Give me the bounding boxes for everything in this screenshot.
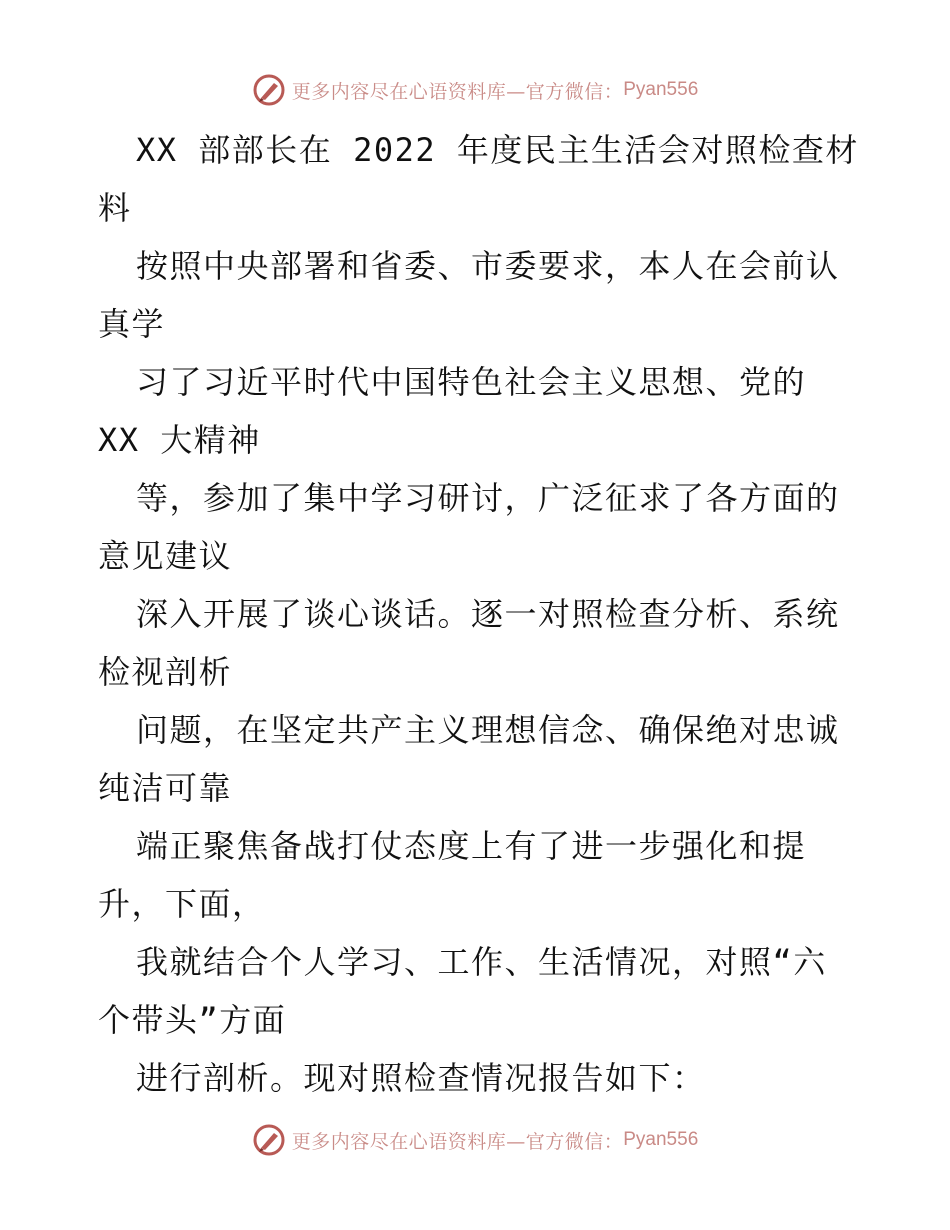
paragraph-line: XX 大精神 bbox=[98, 421, 261, 459]
paragraph-line: 个带头”方面 bbox=[98, 1001, 287, 1039]
paragraph-line: 等，参加了集中学习研讨，广泛征求了各方面的 bbox=[136, 479, 840, 517]
document-body bbox=[98, 121, 858, 1107]
paragraph-line: 真学 bbox=[98, 305, 166, 343]
footer-watermark bbox=[0, 1120, 950, 1160]
paragraph-line: 检视剖析 bbox=[98, 653, 233, 691]
title-line-2: 料 bbox=[98, 189, 132, 227]
title-line-1: XX 部部长在 2022 年度民主生活会对照检查材 bbox=[136, 131, 859, 169]
watermark-text: 更多内容尽在心语资料库—官方微信： bbox=[291, 1130, 624, 1153]
paragraph-line: 端正聚焦备战打仗态度上有了进一步强化和提 bbox=[136, 827, 807, 865]
paragraph-line: 深入开展了谈心谈话。逐一对照检查分析、系统 bbox=[136, 595, 840, 633]
paragraph-line: 升，下面， bbox=[98, 885, 266, 923]
paragraph-line: 意见建议 bbox=[98, 537, 233, 575]
paragraph-line: 进行剖析。现对照检查情况报告如下： bbox=[136, 1059, 706, 1097]
paragraph-line: 习了习近平时代中国特色社会主义思想、党的 bbox=[136, 363, 807, 401]
pen-logo-icon bbox=[252, 1123, 286, 1157]
paragraph-line: 纯洁可靠 bbox=[98, 769, 233, 807]
watermark-wechat-id: Pyan556 bbox=[623, 79, 699, 100]
pen-logo-icon bbox=[252, 73, 286, 107]
paragraph-line: 问题，在坚定共产主义理想信念、确保绝对忠诚 bbox=[136, 711, 840, 749]
paragraph-line: 我就结合个人学习、工作、生活情况，对照“六 bbox=[136, 943, 827, 981]
header-watermark bbox=[0, 70, 950, 110]
watermark-text: 更多内容尽在心语资料库—官方微信： bbox=[291, 80, 624, 103]
watermark-wechat-id: Pyan556 bbox=[623, 1129, 699, 1150]
paragraph-line: 按照中央部署和省委、市委要求，本人在会前认 bbox=[136, 247, 840, 285]
